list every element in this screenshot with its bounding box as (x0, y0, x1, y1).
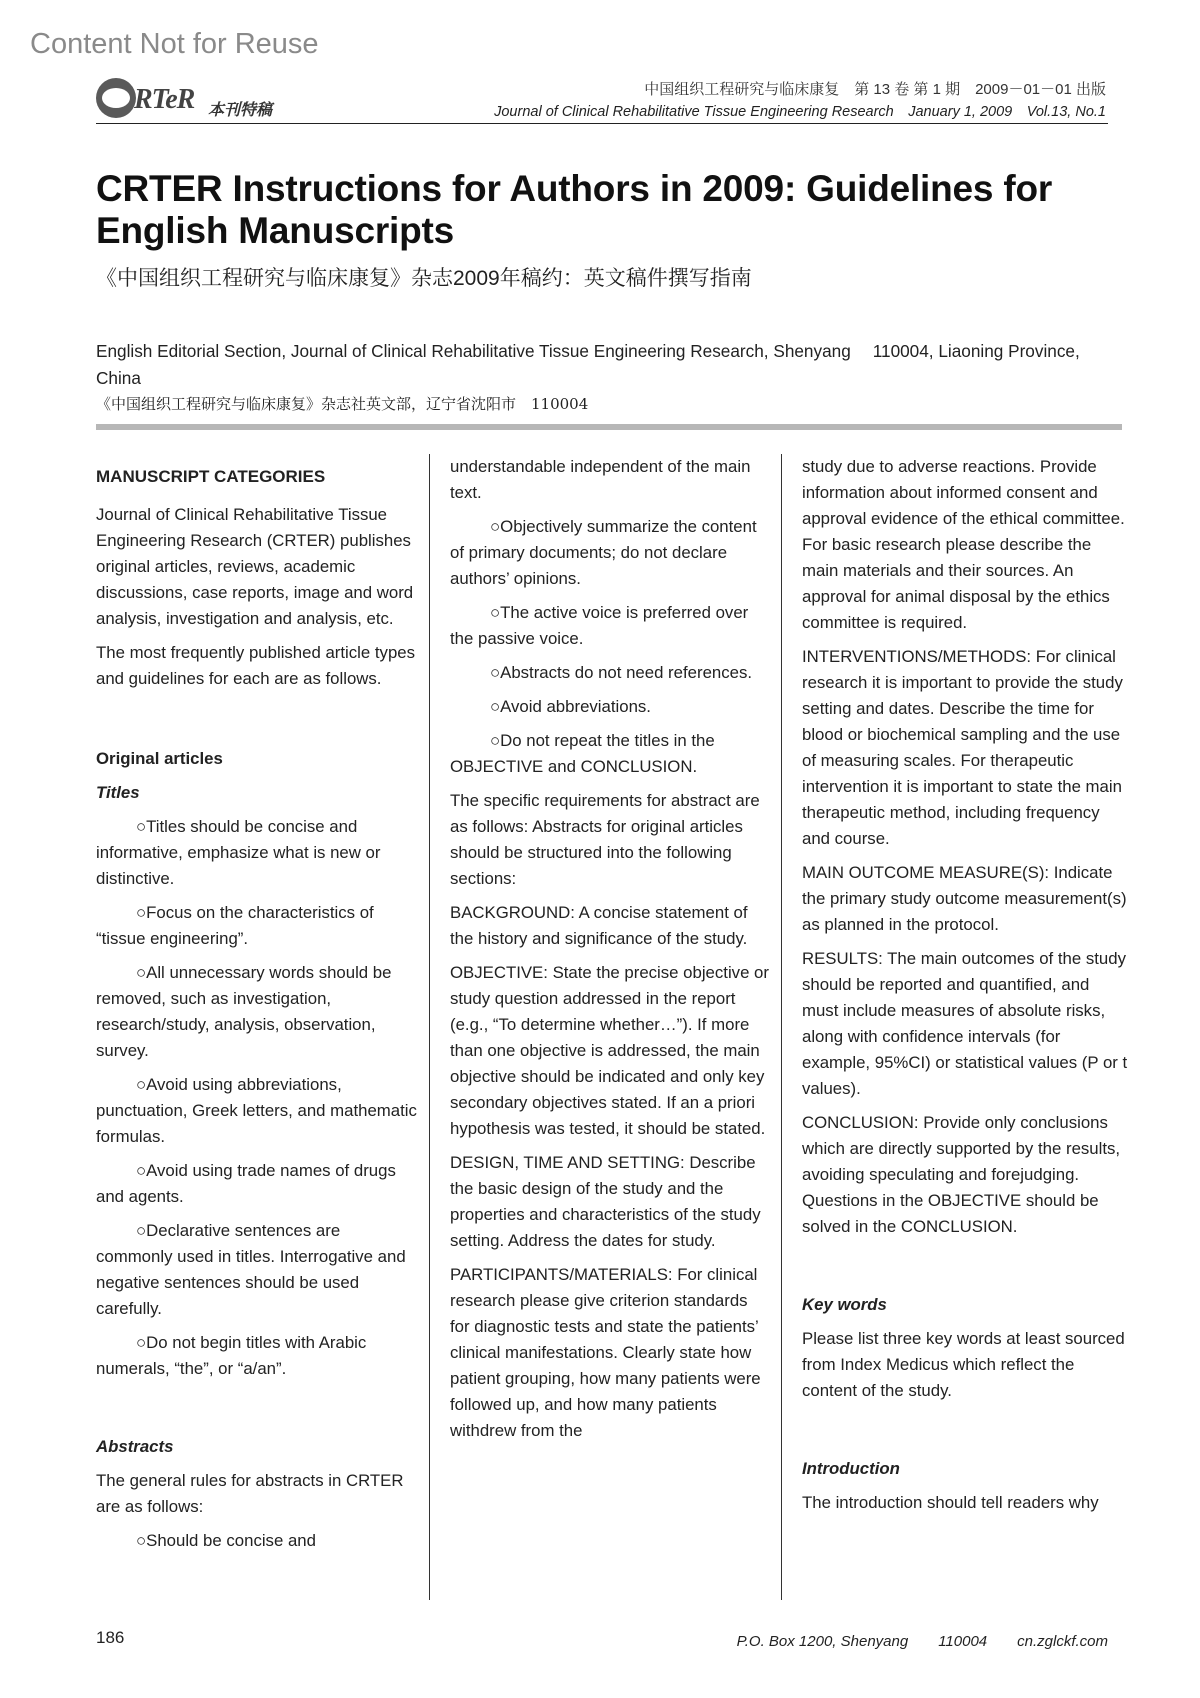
paragraph: The introduction should tell readers why (802, 1493, 1099, 1512)
journal-header-cn: 中国组织工程研究与临床康复 第 13 卷 第 1 期 2009－01－01 出版 (644, 81, 1106, 98)
paragraph: PARTICIPANTS/MATERIALS: For clinical research please give criterion standards for diagnostic tests and state the patients’ clinical manifestations. Clearly state how patient grouping, how many patients were followed up, and how many patients withdrew from the (450, 1265, 761, 1440)
list-item: ○ Declarative sentences are commonly used in titles. Interrogative and negative sentences should be used carefully. (96, 1218, 418, 1322)
list-item: ○ Avoid using abbreviations, punctuation, Greek letters, and mathematic formulas. (96, 1072, 418, 1150)
affiliation-cn: 《中国组织工程研究与临床康复》杂志社英文部，辽宁省沈阳市 110004 (96, 395, 589, 413)
subsection-heading: Abstracts (96, 1437, 174, 1456)
paragraph: The specific requirements for abstract are as follows: Abstracts for original articles should be structured into the following sections: (450, 791, 760, 888)
paragraph: INTERVENTIONS/METHODS: For clinical research it is important to provide the study setting and dates. Describe the time for blood or biochemical sampling and the use of measuring scales. For therapeutic intervention it is important to state the main therapeutic method, including frequency and course. (802, 647, 1123, 848)
article-title-cn: 《中国组织工程研究与临床康复》杂志2009年稿约：英文稿件撰写指南 (96, 267, 752, 290)
subsection-heading: Original articles (96, 749, 223, 768)
paragraph: OBJECTIVE: State the precise objective or study question addressed in the report (e.g., “To determine whether…”). If more than one objective is addressed, the main objective should be indicated and only key secondary objectives stated. If an a priori hypothesis was tested, it should be stated. (450, 963, 769, 1138)
logo-subtitle: 本刊特稿 (208, 102, 273, 119)
page-number: 186 (96, 1628, 125, 1647)
paragraph: DESIGN, TIME AND SETTING: Describe the basic design of the study and the properties and characteristics of the study setting. Address the dates for study. (450, 1153, 761, 1250)
section-divider (96, 424, 1122, 430)
subsection-heading: Key words (802, 1295, 887, 1314)
paragraph: understandable independent of the main text. (450, 457, 751, 502)
column-rule (781, 454, 782, 1600)
list-item: ○ Avoid using trade names of drugs and agents. (96, 1158, 418, 1210)
list-item: ○ Do not begin titles with Arabic numerals, “the”, or “a/an”. (96, 1330, 418, 1382)
affiliation: English Editorial Section, Journal of Clinical Rehabilitative Tissue Engineering Research, Shenyang 110004, Liaoning Province, China (96, 341, 1080, 388)
column-1 (96, 454, 418, 1554)
list-item: ○ Titles should be concise and informative, emphasize what is new or distinctive. (96, 814, 418, 892)
paragraph: The general rules for abstracts in CRTER are as follows: (96, 1471, 404, 1516)
subsection-heading: Titles (96, 783, 140, 802)
paragraph: CONCLUSION: Provide only conclusions which are directly supported by the results, avoiding speculating and forejudging. Questions in the OBJECTIVE should be solved in the CONCLUSION. (802, 1113, 1121, 1236)
header-rule (96, 123, 1108, 124)
footer-address: P.O. Box 1200, Shenyang 110004 cn.zglckf.com (736, 1633, 1108, 1650)
paragraph: MAIN OUTCOME MEASURE(S): Indicate the primary study outcome measurement(s) as planned in the protocol. (802, 863, 1127, 934)
column-3 (802, 454, 1128, 1516)
article-title: CRTER Instructions for Authors in 2009: Guidelines for English Manuscripts (96, 168, 1053, 251)
logo-wordmark: RTeR (134, 84, 195, 115)
list-item: ○ The active voice is preferred over the passive voice. (450, 600, 770, 652)
paragraph: study due to adverse reactions. Provide information about informed consent and approval evidence of the ethical committee. For basic research please describe the main materials and their sources. An approval for animal disposal by the ethics committee is required. (802, 457, 1125, 632)
list-item: ○ Should be concise and (96, 1528, 418, 1554)
journal-header-en: Journal of Clinical Rehabilitative Tissue Engineering Research January 1, 2009 Vol.13, No.1 (494, 104, 1106, 120)
paragraph: RESULTS: The main outcomes of the study should be reported and quantified, and must include measures of absolute risks, along with confidence intervals (for example, 95%CI) or statistical values (P or t values). (802, 949, 1128, 1098)
list-item: ○ Focus on the characteristics of “tissue engineering”. (96, 900, 418, 952)
paragraph: Please list three key words at least sourced from Index Medicus which reflect the content of the study. (802, 1329, 1125, 1400)
paragraph: Journal of Clinical Rehabilitative Tissue Engineering Research (CRTER) publishes original articles, reviews, academic discussions, case reports, image and word analysis, investigation and analysis, etc. (96, 505, 414, 628)
list-item: ○ All unnecessary words should be removed, such as investigation, research/study, analysis, observation, survey. (96, 960, 418, 1064)
subsection-heading: Introduction (802, 1459, 900, 1478)
list-item: ○ Abstracts do not need references. (450, 660, 770, 686)
list-item: ○ Do not repeat the titles in the OBJECTIVE and CONCLUSION. (450, 728, 770, 780)
column-rule (429, 454, 430, 1600)
column-2 (450, 454, 770, 1444)
journal-logo (96, 78, 296, 122)
list-item: ○ Objectively summarize the content of primary documents; do not declare authors’ opinions. (450, 514, 770, 592)
section-heading: MANUSCRIPT CATEGORIES (96, 467, 326, 486)
paragraph: BACKGROUND: A concise statement of the history and significance of the study. (450, 903, 748, 948)
paragraph: The most frequently published article types and guidelines for each are as follows. (96, 643, 416, 688)
list-item: ○ Avoid abbreviations. (450, 694, 770, 720)
logo-c-icon (96, 78, 136, 118)
watermark: Content Not for Reuse (30, 28, 319, 60)
